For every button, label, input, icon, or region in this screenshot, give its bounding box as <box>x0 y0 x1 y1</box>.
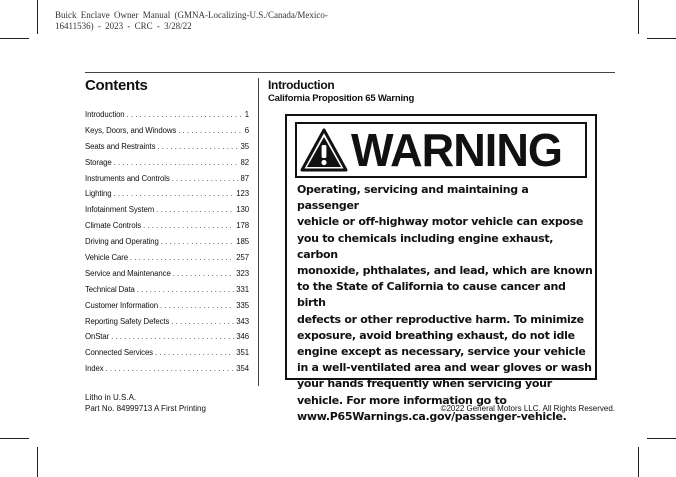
crop-mark <box>638 447 639 477</box>
toc-entry-label: Lighting <box>85 189 112 199</box>
toc-entry-label: Connected Services <box>85 348 153 358</box>
toc-entry-page: 82 <box>240 157 249 167</box>
toc-entry-page: 331 <box>236 284 249 294</box>
toc-entry[interactable] <box>85 364 249 380</box>
toc-entry[interactable] <box>85 332 249 348</box>
toc-entry-label: Seats and Restraints <box>85 141 156 151</box>
toc-entry-page: 35 <box>240 141 249 151</box>
toc-leader-dots <box>173 269 235 278</box>
top-rule <box>85 72 615 73</box>
introduction-subtitle: California Proposition 65 Warning <box>268 93 415 104</box>
toc-entry-page: 343 <box>236 316 249 326</box>
toc-entry-page: 1 <box>244 110 249 119</box>
toc-entry[interactable] <box>85 237 249 253</box>
toc-leader-dots <box>114 158 239 167</box>
toc-leader-dots <box>130 253 234 262</box>
toc-entry[interactable] <box>85 253 249 269</box>
toc-entry-page: 323 <box>236 268 249 278</box>
toc-leader-dots <box>161 237 235 246</box>
toc-entry[interactable] <box>85 205 249 221</box>
crop-mark <box>0 38 29 39</box>
toc-entry-label: Index <box>85 364 104 374</box>
toc-entry-label: Instruments and Controls <box>85 173 170 183</box>
toc-entry[interactable] <box>85 126 249 142</box>
toc-leader-dots <box>137 285 235 294</box>
toc-entry-page: 335 <box>236 300 249 310</box>
crop-mark <box>37 0 38 34</box>
toc-entry[interactable] <box>85 269 249 285</box>
toc-entry-label: Customer Information <box>85 300 158 310</box>
copyright-text: ©2022 General Motors LLC. All Rights Reserved. <box>440 404 615 413</box>
toc-entry-page: 257 <box>236 253 249 263</box>
table-of-contents <box>85 110 249 380</box>
toc-entry-label: OnStar <box>85 332 110 342</box>
toc-leader-dots <box>178 126 243 135</box>
toc-leader-dots <box>127 110 243 119</box>
toc-entry[interactable] <box>85 174 249 190</box>
warning-text: Operating, servicing and maintaining a passenger vehicle or off-highway motor vehicle can expose you to chemicals including engine exhaust, carbon monoxide, phthalates, and lead, which are known to the State of California to cause cancer and birth defects or other reproductive harm. To minimize exposure, avoid breathing exhaust, do not idle engine except as necessary, service your vehicle in a well-ventilated area and wear gloves or wash your hands frequently when servicing your vehicle. For more information go to www.P65Warnings.ca.gov/passenger-vehicle. <box>297 183 593 423</box>
contents-title: Contents <box>85 77 148 94</box>
toc-entry-label: Infotainment System <box>85 205 155 215</box>
toc-leader-dots <box>172 174 239 183</box>
crop-mark <box>37 447 38 477</box>
toc-leader-dots <box>160 301 234 310</box>
toc-leader-dots <box>171 317 234 326</box>
toc-entry-label: Vehicle Care <box>85 253 129 263</box>
toc-entry[interactable] <box>85 221 249 237</box>
crop-mark <box>647 38 676 39</box>
toc-entry-label: Storage <box>85 157 112 167</box>
toc-entry[interactable] <box>85 158 249 174</box>
toc-entry-page: 354 <box>236 364 249 374</box>
toc-entry-page: 87 <box>240 173 249 183</box>
toc-entry-label: Keys, Doors, and Windows <box>85 125 177 135</box>
toc-entry-label: Technical Data <box>85 284 135 294</box>
footer-printing-info <box>85 392 206 414</box>
introduction-title: Introduction <box>268 78 335 92</box>
toc-entry-page: 123 <box>236 189 249 199</box>
toc-leader-dots <box>157 142 238 151</box>
toc-leader-dots <box>114 189 235 198</box>
document-header-meta <box>55 10 328 32</box>
toc-leader-dots <box>156 205 234 214</box>
toc-entry-label: Reporting Safety Defects <box>85 316 170 326</box>
toc-entry[interactable] <box>85 142 249 158</box>
toc-entry[interactable] <box>85 189 249 205</box>
toc-entry-page: 351 <box>236 348 249 358</box>
litho-text: Litho in U.S.A. <box>85 393 137 402</box>
crop-mark <box>638 0 639 34</box>
toc-entry-page: 185 <box>236 237 249 247</box>
part-number: Part No. 84999713 A First Printing <box>85 404 206 413</box>
toc-entry[interactable] <box>85 285 249 301</box>
toc-entry-page: 178 <box>236 221 249 231</box>
toc-entry-page: 6 <box>244 125 249 135</box>
toc-entry-label: Driving and Operating <box>85 237 159 247</box>
header-line-1: Buick Enclave Owner Manual (GMNA-Localizing-U.S./Canada/Mexico- <box>55 10 328 20</box>
crop-mark <box>0 438 29 439</box>
column-divider <box>258 78 259 386</box>
toc-entry-page: 130 <box>236 205 249 215</box>
toc-entry[interactable] <box>85 348 249 364</box>
toc-entry[interactable] <box>85 317 249 333</box>
toc-entry-page: 346 <box>236 332 249 342</box>
toc-entry-label: Introduction <box>85 110 125 119</box>
toc-entry[interactable] <box>85 301 249 317</box>
warning-triangle-icon <box>299 127 349 173</box>
toc-leader-dots <box>155 348 234 357</box>
header-line-2: 16411536) - 2023 - CRC - 3/28/22 <box>55 21 192 31</box>
toc-entry-label: Climate Controls <box>85 221 142 231</box>
toc-leader-dots <box>143 221 234 230</box>
toc-entry[interactable] <box>85 110 249 126</box>
warning-heading: WARNING <box>351 124 563 176</box>
crop-mark <box>647 438 676 439</box>
warning-heading-box <box>295 122 587 178</box>
toc-entry-label: Service and Maintenance <box>85 268 171 278</box>
toc-leader-dots <box>106 364 235 373</box>
toc-leader-dots <box>111 332 234 341</box>
